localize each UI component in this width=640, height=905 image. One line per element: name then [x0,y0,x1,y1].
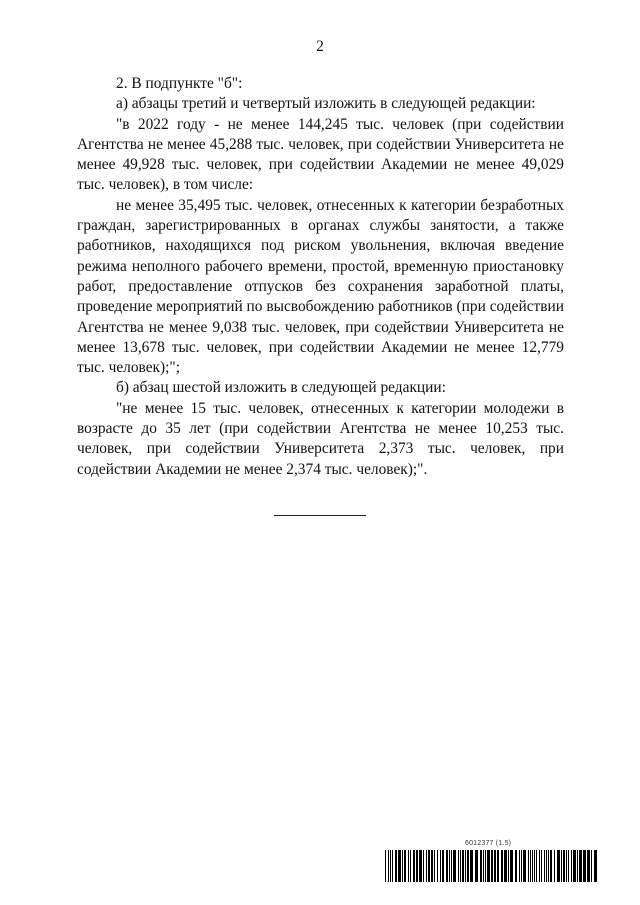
document-body [77,74,564,480]
section-divider [274,515,366,516]
paragraph-subpoint-heading: 2. В подпункте "б": [116,75,243,92]
paragraph-quote-2022: "в 2022 году - не менее 144,245 тыс. человек (при содействии Агентства не менее 45,288 тыс. человек, при содействии Университета не менее 49,928 тыс. человек, при содействии Академии не менее 49,029 тыс. человек), в том числе: [77,115,564,194]
page-number: 2 [316,38,324,55]
paragraph-amendment-b: б) абзац шестой изложить в следующей редакции: [116,379,446,397]
barcode-code: 6012377 (1.5) [465,840,512,847]
paragraph-unemployed-citizens: не менее 35,495 тыс. человек, отнесенных к категории безработных граждан, зарегистрированных в органах службы занятости, а также работников, находящихся под риском увольнения, включая введение режима неполного рабочего времени, простой, временную приостановку работ, предоставление отпусков без сохранения заработной платы, проведение мероприятий по высвобождению работников (при содействии Агентства не менее 9,038 тыс. человек, при содействии Университета не менее 13,678 тыс. человек, при содействии Академии не менее 12,779 тыс. человек);"; [77,196,564,377]
barcode-icon [385,850,599,882]
paragraph-youth: "не менее 15 тыс. человек, отнесенных к категории молодежи в возрасте до 35 лет (при содействии Агентства не менее 10,253 тыс. человек, при содействии Университета 2,373 тыс. человек, при содействии Академии не менее 2,374 тыс. человек);". [77,399,564,478]
paragraph-amendment-a: а) абзацы третий и четвертый изложить в следующей редакции: [116,95,536,113]
